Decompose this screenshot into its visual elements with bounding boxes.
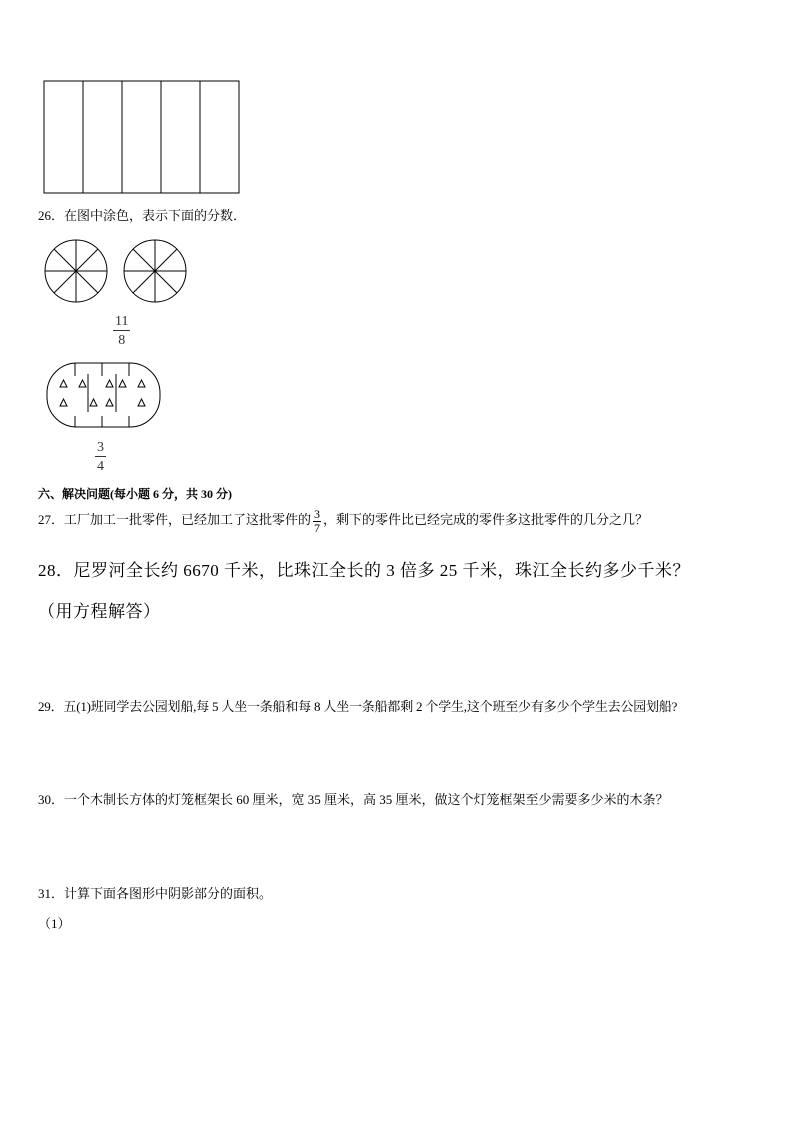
question-27-text-before: 27．工厂加工一批零件，已经加工了这批零件的 [38,512,312,527]
fraction-denominator: 8 [118,333,126,348]
triangles-capsule-figure [46,360,162,430]
fraction-denominator: 4 [97,459,104,474]
five-part-rectangle [43,80,241,194]
question-26-text: 26．在图中涂色，表示下面的分数． [38,208,247,223]
section-6-heading: 六、解决问题(每小题 6 分，共 30 分) [38,487,232,501]
question-27-text-after: ，剩下的零件比已经完成的零件多这批零件的几分之几？ [323,512,649,527]
fraction-eleven-eighths [113,314,130,348]
fraction-three-quarters [95,440,106,474]
eighths-circles-figure [43,238,193,306]
question-28-line-2: （用方程解答） [38,602,161,621]
fraction-numerator: 3 [97,440,104,455]
question-29-text: 29．五(1)班同学去公园划船,每 5 人坐一条船和每 8 人坐一条船都剩 2 个学生,这个班至少有多少个学生去公园划船? [38,699,678,714]
question-27 [38,505,648,535]
question-31-sub-1: （1） [38,916,71,931]
question-31-text: 31．计算下面各图形中阴影部分的面积。 [38,886,273,901]
fraction-three-sevenths [313,508,321,535]
question-28-line-1: 28．尼罗河全长约 6670 千米，比珠江全长的 3 倍多 25 千米，珠江全长约多少千米？ [38,561,690,580]
question-30-text: 30．一个木制长方体的灯笼框架长 60 厘米，宽 35 厘米，高 35 厘米，做这个灯笼框架至少需要多少米的木条？ [38,792,669,807]
fraction-denominator: 7 [314,520,321,535]
fraction-numerator: 3 [314,506,321,521]
fraction-numerator: 11 [115,314,129,329]
